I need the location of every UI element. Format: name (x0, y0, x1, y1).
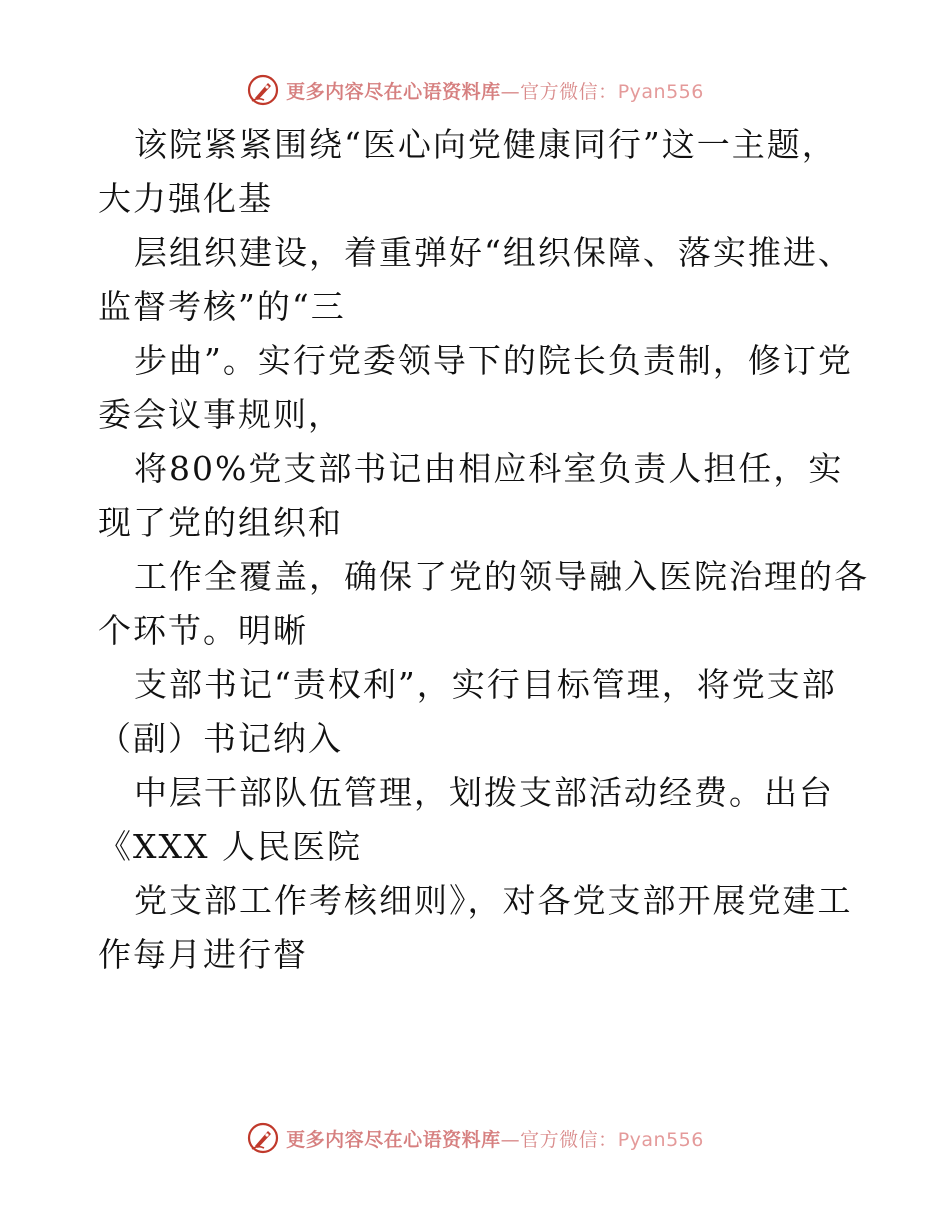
text-line: 中层干部队伍管理，划拨支部活动经费。出台 (134, 773, 834, 812)
document-body (98, 118, 878, 982)
text-line: 支部书记“责权利”，实行目标管理，将党支部 (134, 665, 837, 704)
text-line: 将80%党支部书记由相应科室负责人担任，实 (134, 449, 844, 488)
text-line: 委会议事规则， (98, 395, 343, 434)
footer-wechat-id: Pyan556 (617, 1128, 704, 1151)
text-line: （副）书记纳入 (98, 719, 343, 758)
text-line: 《XXX 人民医院 (98, 827, 362, 866)
header-site-text: 更多内容尽在心语资料库 (286, 80, 501, 103)
text-line: 监督考核”的“三 (98, 287, 346, 326)
header-banner (0, 70, 950, 110)
footer-banner (0, 1118, 950, 1158)
text-line: 该院紧紧围绕“医心向党健康同行”这一主题， (134, 125, 837, 164)
pen-nib-logo-icon (246, 1121, 280, 1155)
pen-nib-logo-icon (246, 73, 280, 107)
header-banner-content (246, 73, 704, 107)
text-line: 大力强化基 (98, 179, 273, 218)
header-wechat-label: 官方微信： (520, 80, 618, 103)
header-wechat-id: Pyan556 (617, 80, 704, 103)
footer-site-text: 更多内容尽在心语资料库 (286, 1128, 501, 1151)
text-line: 步曲”。实行党委领导下的院长负责制，修订党 (134, 341, 853, 380)
footer-wechat-label: 官方微信： (520, 1128, 618, 1151)
text-line: 党支部工作考核细则》，对各党支部开展党建工 (134, 881, 853, 920)
footer-banner-content (246, 1121, 704, 1155)
text-line: 层组织建设，着重弹好“组织保障、落实推进、 (134, 233, 853, 272)
text-line: 现了党的组织和 (98, 503, 343, 542)
text-line: 个环节。明晰 (98, 611, 308, 650)
footer-banner-text (286, 1125, 704, 1152)
header-banner-text (286, 77, 704, 104)
text-line: 工作全覆盖，确保了党的领导融入医院治理的各 (134, 557, 869, 596)
header-dash: — (500, 80, 521, 103)
text-line: 作每月进行督 (98, 935, 308, 974)
footer-dash: — (500, 1128, 521, 1151)
